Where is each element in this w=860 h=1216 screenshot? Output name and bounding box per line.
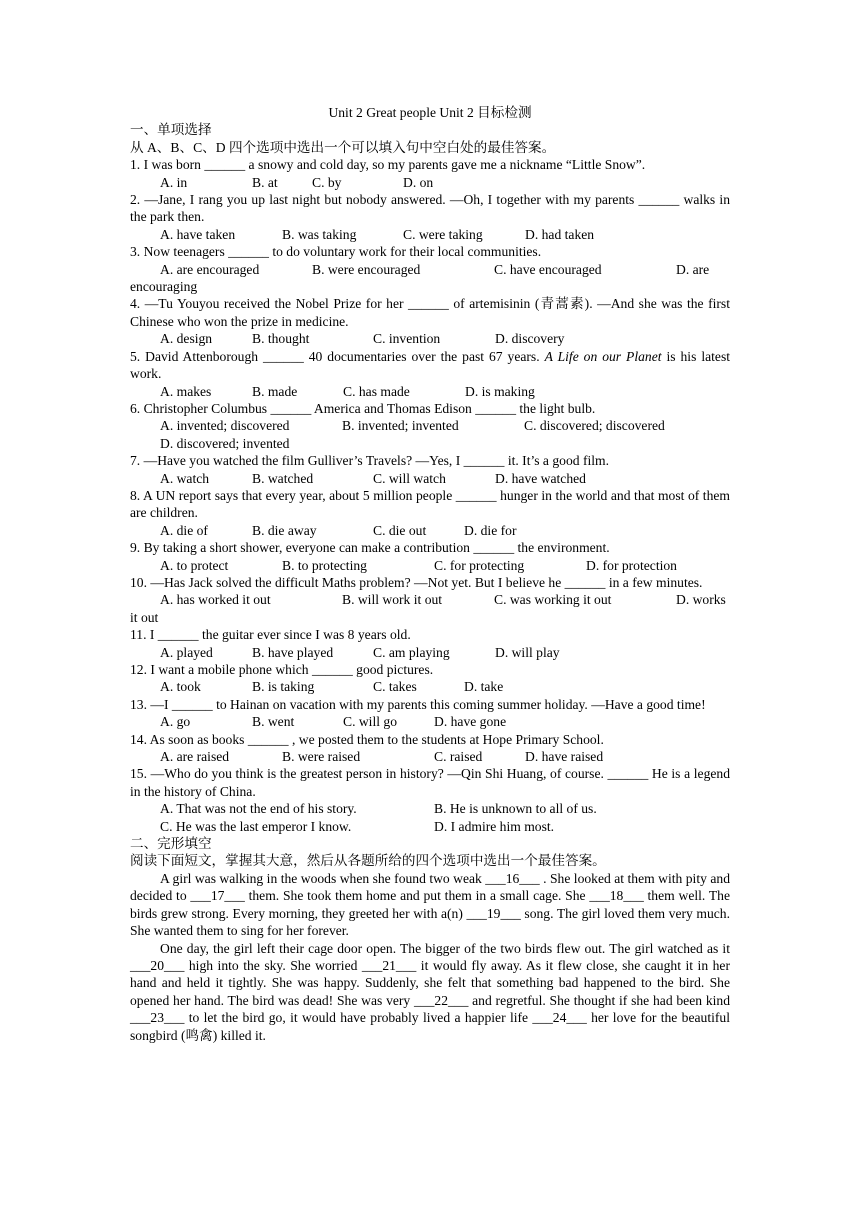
option: C. have encouraged [494,261,602,277]
question-options [130,417,730,434]
question-options [130,330,730,347]
option: A. watch [160,470,210,486]
option: B. is taking [252,679,315,695]
option: A. design [160,331,213,347]
question-text: 1. I was born ______ a snowy and cold day, so my parents gave me a nickname “Little Snow”. [130,157,646,173]
page-title: Unit 2 Great people Unit 2 目标检测 [328,105,532,120]
option: C. am playing [373,644,450,660]
question-options [130,800,730,817]
option: C. will go [343,714,398,730]
option: B. invented; invented [342,418,459,434]
option: D. have gone [434,714,507,730]
section-heading: 一、单项选择 [130,122,212,138]
option: B. die away [252,522,317,538]
option: C. will watch [373,470,446,486]
question-text-part: is his latest work. [130,348,731,382]
question-text: 8. A UN report says that every year, about 5 million people ______ hunger in the world and that most of them are children. [130,487,730,521]
question-text: 14. As soon as books ______ , we posted them to the students at Hope Primary School. [130,731,604,747]
question-options [130,261,730,296]
option: D. will play [495,644,560,660]
question-options [130,818,730,835]
option: C. for protecting [434,557,525,573]
option: B. went [252,714,295,730]
option: A. in [160,174,188,190]
option: A. played [160,644,213,660]
option: A. have taken [160,226,236,242]
question-text: 3. Now teenagers ______ to do voluntary work for their local communities. [130,244,542,260]
section-heading: 二、完形填空 [130,836,212,852]
question-options [130,748,730,765]
question-text: 10. —Has Jack solved the difficult Maths problem? —Not yet. But I believe he ______ in a few minutes. [130,574,703,590]
option: A. took [160,679,201,695]
question-text [130,348,730,383]
option: A. to protect [160,557,229,573]
option: C. by [312,174,342,190]
option: C. invention [373,331,441,347]
question-text: 4. —Tu Youyou received the Nobel Prize for her ______ of artemisinin (青蒿素). —And she was the first Chinese who won the prize in medicine. [130,296,730,329]
option: A. invented; discovered [160,418,290,434]
question-options [130,522,730,539]
option: A. has worked it out [160,592,271,608]
passage-paragraph: A girl was walking in the woods when she found two weak ___16___ . She looked at them with pity and decided to ___17___ them. She took them home and put them in a small cage. She ___18___ them well. The birds grew strong. Every morning, they greeted her with a(n) ___19___ song. The girl loved them very much. She wanted them to sing for her forever. [130,870,730,939]
question-options [130,435,730,452]
question-text: 15. —Who do you think is the greatest person in history? —Qin Shi Huang, of course. ______ He is a legend in the history of China. [130,766,730,799]
option: B. thought [252,331,310,347]
option: B. made [252,383,298,399]
section-instruction: 阅读下面短文，掌握其大意，然后从各题所给的四个选项中选出一个最佳答案。 [130,853,606,869]
question-text: 7. —Have you watched the film Gulliver’s Travels? —Yes, I ______ it. It’s a good film. [130,453,610,469]
work-title: A Life on our Planet [544,348,662,364]
option: D. on [403,174,434,190]
question-options [130,226,730,243]
option: B. at [252,174,278,190]
option: B. He is unknown to all of us. [434,801,597,817]
option: C. takes [373,679,417,695]
option: D. discovery [495,331,565,347]
question-options [130,644,730,661]
option: A. are raised [160,749,230,765]
option: C. raised [434,749,483,765]
question-text: 12. I want a mobile phone which ______ good pictures. [130,662,434,677]
option: B. were raised [282,749,361,765]
option: B. to protecting [282,557,367,573]
question-options [130,557,730,574]
option: D. have raised [525,749,604,765]
option: A. makes [160,383,212,399]
passage-paragraph: One day, the girl left their cage door open. The bigger of the two birds flew out. The girl watched as it ___20___ high into the sky. She worried ___21___ it would fly away. As it flew close, she caught it in her hand and held it tightly. She was happy. Suddenly, she felt that something bad happened to the bird. She opened her hand. The bird was dead! She was very ___22___ and regretful. She thought if she had been kind ___23___ to let the bird go, it would have probably lived a happier life ___24___ her love for the beautiful songbird (鸣禽) killed it. [130,940,730,1043]
option: B. were encouraged [312,261,421,277]
option: D. for protection [586,557,677,573]
question-options [130,470,730,487]
option: D. I admire him most. [434,818,555,834]
option: A. are encouraged [160,261,260,277]
question-options [130,174,730,191]
option: D. are encouraging [130,261,710,295]
option: C. discovered; discovered [524,418,665,434]
option: D. works it out [130,592,726,625]
worksheet-page [130,104,730,1044]
option: B. was taking [282,226,357,242]
option: D. take [464,679,504,695]
option: D. die for [464,522,517,538]
option: D. is making [465,383,535,399]
question-text: 13. —I ______ to Hainan on vacation with my parents this coming summer holiday. —Have a good time! [130,696,706,712]
option: C. has made [343,383,410,399]
question-options [130,591,730,626]
option: D. have watched [495,470,586,486]
question-text: 2. —Jane, I rang you up last night but nobody answered. —Oh, I together with my parents ______ walks in the park then. [130,192,730,225]
question-text: 9. By taking a short shower, everyone can make a contribution ______ the environment. [130,540,610,556]
section-instruction: 从 A、B、C、D 四个选项中选出一个可以填入句中空白处的最佳答案。 [130,139,556,155]
question-text: 11. I ______ the guitar ever since I was 8 years old. [130,627,411,643]
option: C. He was the last emperor I know. [160,818,352,834]
option: A. go [160,714,191,730]
question-text: 6. Christopher Columbus ______ America and Thomas Edison ______ the light bulb. [130,400,596,416]
option: B. have played [252,644,334,660]
option: D. had taken [525,226,595,242]
option: B. watched [252,470,314,486]
option: D. discovered; invented [160,435,290,451]
option: C. were taking [403,226,483,242]
option: C. die out [373,522,427,538]
option: A. That was not the end of his story. [160,801,357,817]
question-options [130,713,730,730]
option: C. was working it out [494,592,612,608]
question-text-part: 5. David Attenborough ______ 40 documentaries over the past 67 years. [130,348,545,364]
option: A. die of [160,522,208,538]
question-options [130,678,730,695]
question-options [130,383,730,400]
option: B. will work it out [342,592,443,608]
